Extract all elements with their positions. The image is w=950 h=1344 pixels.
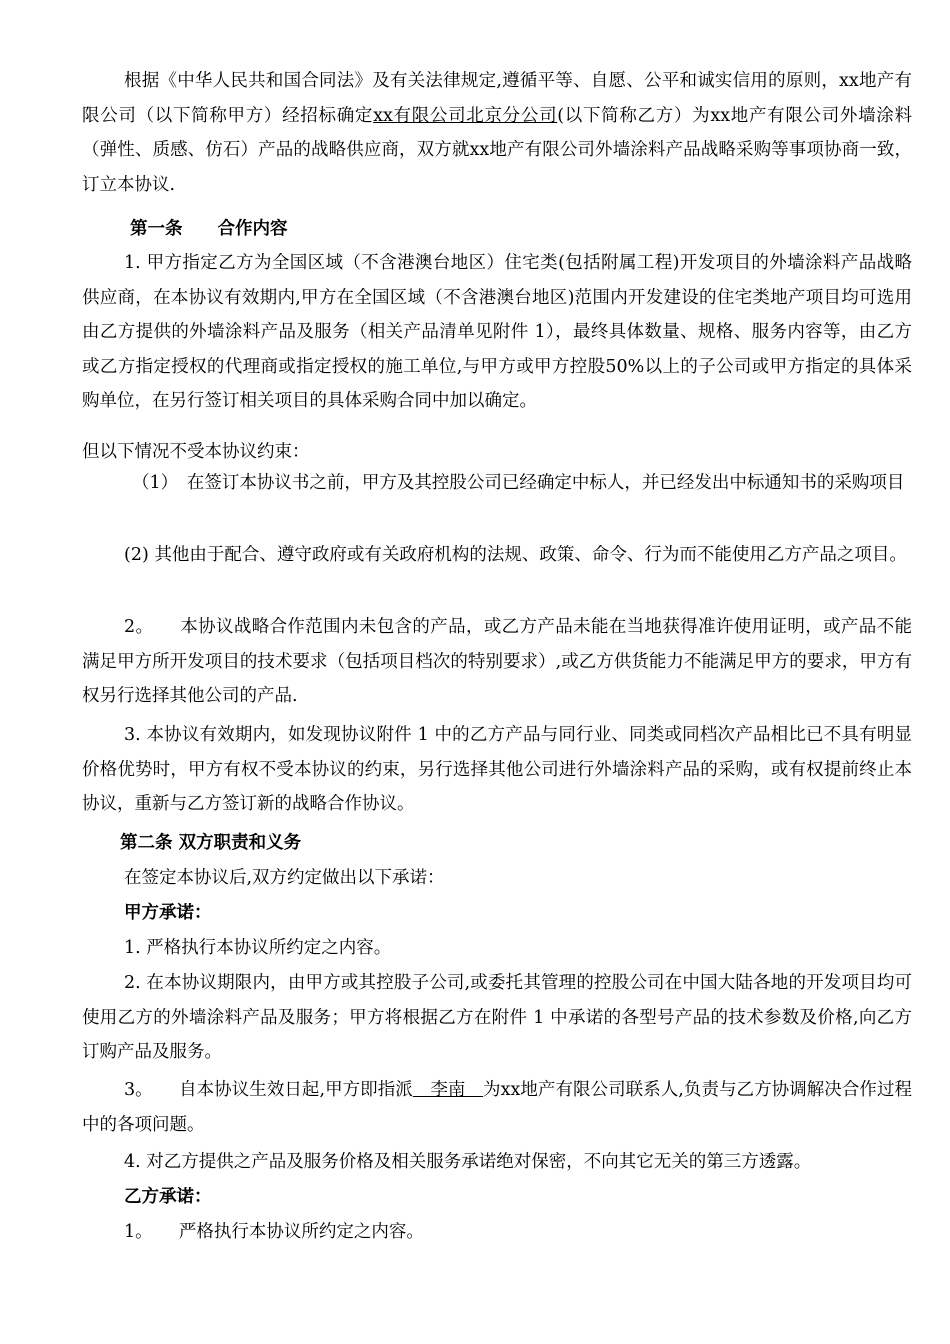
party-a-heading: 甲方承诺：	[124, 903, 212, 923]
party-a-item3-start: 3。 自本协议生效日起,甲方即指派	[124, 1080, 413, 1100]
party-a-item1: 1. 严格执行本协议所约定之内容。	[124, 938, 392, 958]
article2-intro: 在签定本协议后,双方约定做出以下承诺：	[124, 868, 445, 888]
article1-item1: 1. 甲方指定乙方为全国区域（不含港澳台地区）住宅类(包括附属工程)开发项目的外墙涂料产品战略供应商，在本协议有效期内,甲方在全国区域（不含港澳台地区)范围内开发建设的住宅类地产项目均可选用由乙方提供的外墙涂料产品及服务（相关产品清单见附件 1），最终具体数量、规格、服务内容等，由乙方或乙方指定授权的代理商或指定授权的施工单位,与甲方或甲方控股50%以上的子公司或甲方指定的具体采购单位，在另行签订相关项目的具体采购合同中加以确定。	[82, 253, 912, 411]
article1-exception1: （1） 在签订本协议书之前，甲方及其控股公司已经确定中标人，并已经发出中标通知书的采购项目	[132, 473, 905, 493]
party-a-item3-end: 为xx地产有限公司联系人,负责与乙方协调解决合作过程中的各项问题。	[82, 1080, 912, 1135]
party-b-item1: 1。 严格执行本协议所约定之内容。	[124, 1222, 424, 1242]
party-a-item4: 4. 对乙方提供之产品及服务价格及相关服务承诺绝对保密，不向其它无关的第三方透露。	[124, 1152, 812, 1172]
article2-heading: 第二条 双方职责和义务	[120, 833, 302, 853]
party-b-name: xx有限公司北京分公司	[373, 105, 558, 126]
contact-person-name: 李南	[412, 1080, 484, 1100]
article1-exceptions-intro: 但以下情况不受本协议约束：	[82, 442, 310, 462]
article1-exception2: (2) 其他由于配合、遵守政府或有关政府机构的法规、政策、命令、行为而不能使用乙方产品之项目。	[124, 545, 907, 565]
party-b-heading: 乙方承诺：	[124, 1187, 212, 1207]
article1-item2: 2。 本协议战略合作范围内未包含的产品，或乙方产品未能在当地获得准许使用证明，或产品不能满足甲方所开发项目的技术要求（包括项目档次的特别要求）,或乙方供货能力不能满足甲方的要求，甲方有权另行选择其他公司的产品.	[82, 617, 912, 706]
intro-text-end: (以下简称乙方）为xx地产有限公司外墙涂料（弹性、质感、仿石）产品的战略供应商，双方就xx地产有限公司外墙涂料产品战略采购等事项协商一致，订立本协议.	[82, 105, 912, 195]
intro-text-start: 根据《中华人民共和国合同法》及有关法律规定,遵循平等、自愿、公平和诚实信用的原则，xx地产有限公司（以下简称甲方）经招标确定	[82, 71, 912, 126]
party-a-item2: 2. 在本协议期限内，由甲方或其控股子公司,或委托其管理的控股公司在中国大陆各地的开发项目均可使用乙方的外墙涂料产品及服务；甲方将根据乙方在附件 1 中承诺的各型号产品的技术参数及价格,向乙方订购产品及服务。	[82, 973, 912, 1062]
article1-item3: 3. 本协议有效期内，如发现协议附件 1 中的乙方产品与同行业、同类或同档次产品相比已不具有明显价格优势时，甲方有权不受本协议的约束，另行选择其他公司进行外墙涂料产品的采购，或有权提前终止本协议，重新与乙方签订新的战略合作协议。	[82, 725, 912, 814]
intro-paragraph	[82, 64, 912, 202]
article1-heading: 第一条 合作内容	[130, 219, 288, 239]
party-a-item3	[82, 1073, 912, 1142]
